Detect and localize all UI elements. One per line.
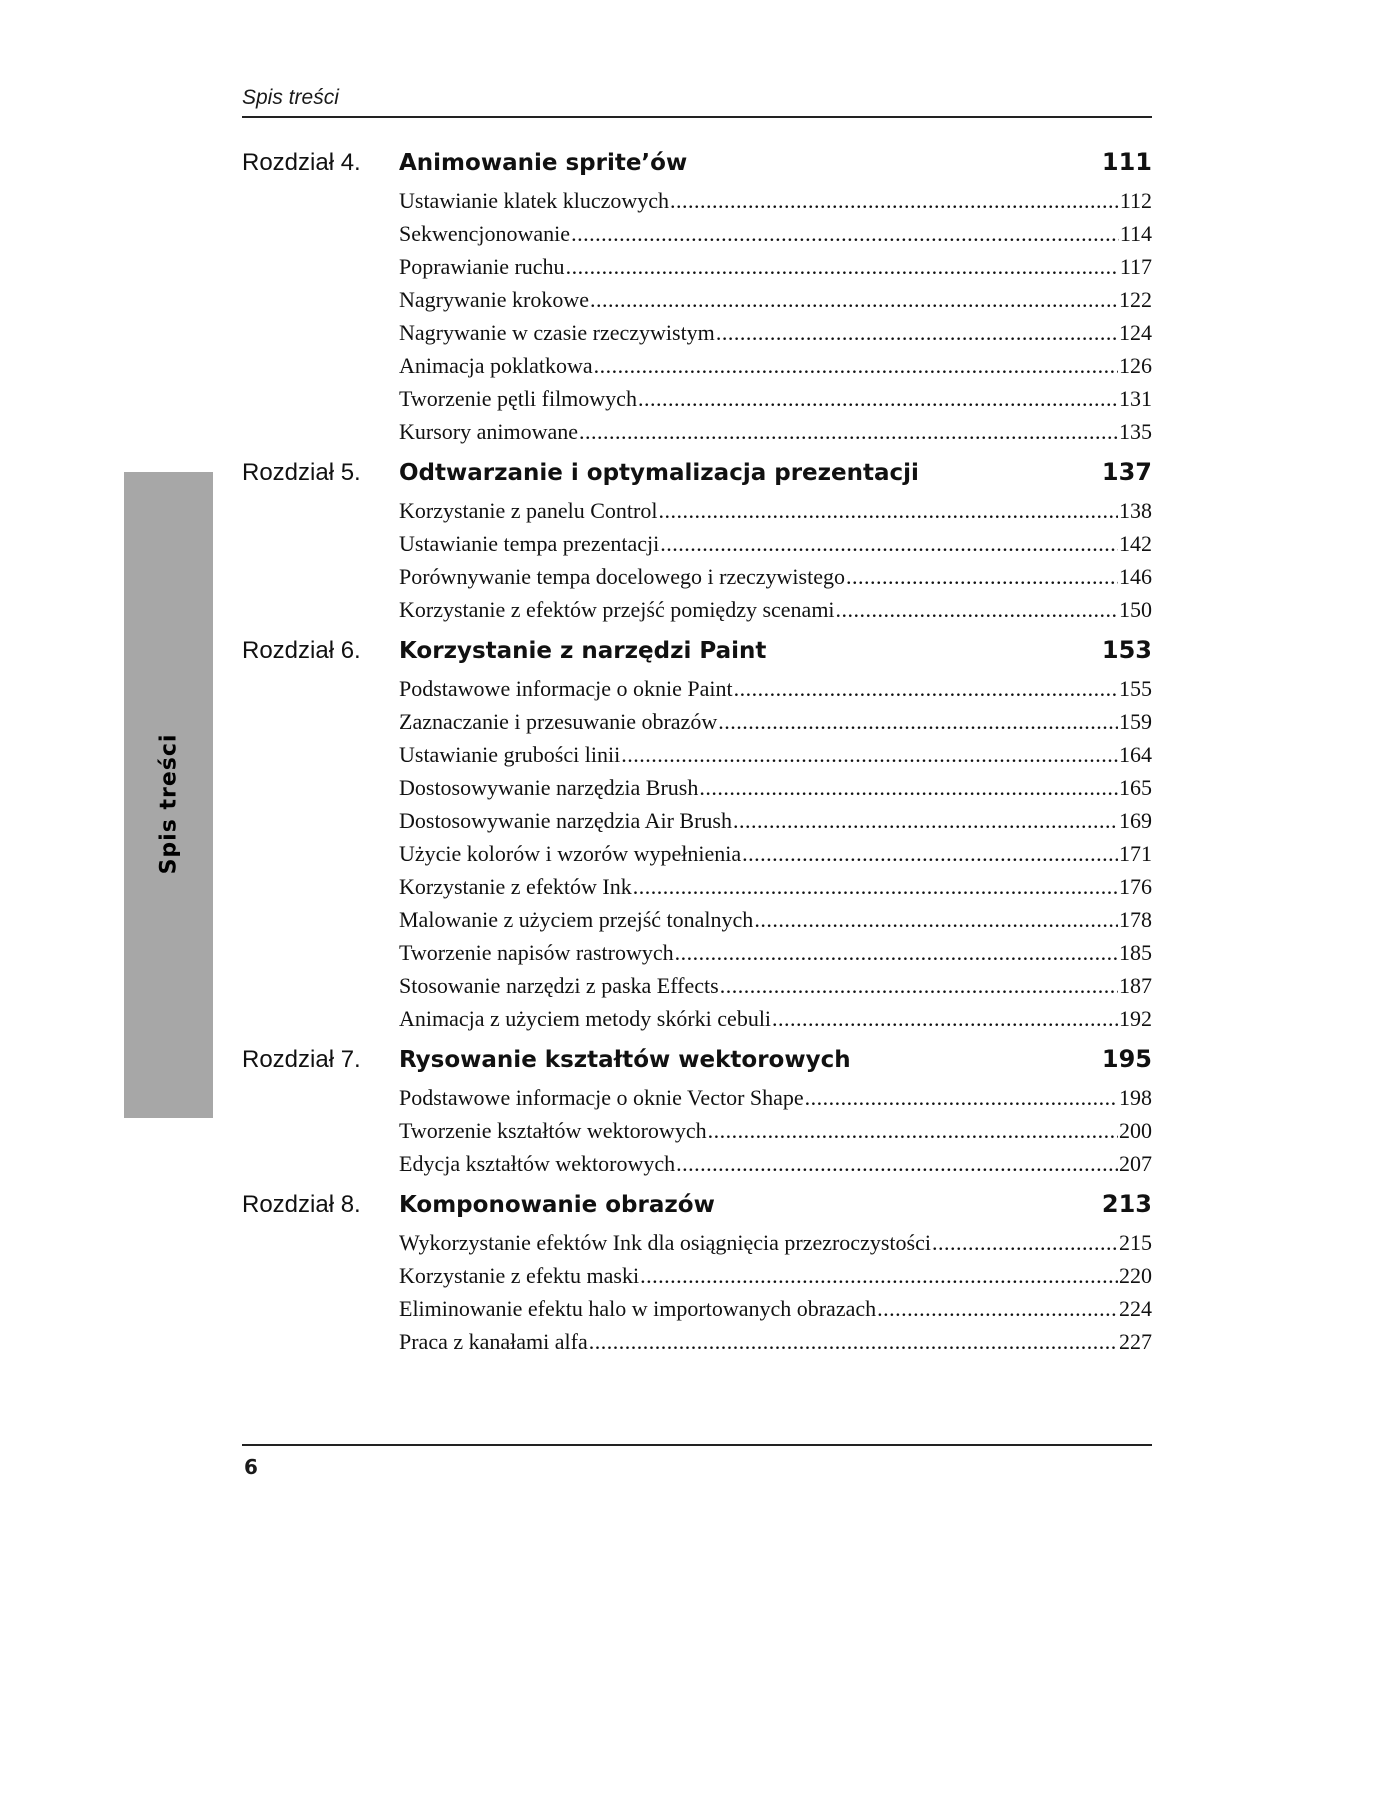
- toc-entry[interactable]: [399, 1006, 1152, 1039]
- toc-entry[interactable]: [399, 676, 1152, 709]
- dot-leader: [638, 386, 1118, 412]
- entry-title: Tworzenie pętli filmowych: [399, 386, 637, 411]
- toc-entry[interactable]: [399, 1296, 1152, 1329]
- entry-title: Eliminowanie efektu halo w importowanych obrazach: [399, 1296, 877, 1321]
- entry-page: 220: [1119, 1263, 1152, 1288]
- entry-page: 165: [1119, 775, 1152, 800]
- dot-leader: [805, 1085, 1118, 1111]
- chapter: [242, 1045, 1152, 1184]
- toc-entry[interactable]: [399, 808, 1152, 841]
- chapter-number: Rozdział 6.: [242, 637, 361, 664]
- toc-entry[interactable]: [399, 907, 1152, 940]
- entry-title: Korzystanie z efektów przejść pomiędzy scenami: [399, 597, 835, 622]
- dot-leader: [675, 940, 1118, 966]
- entry-page: 192: [1119, 1006, 1152, 1031]
- toc-entry[interactable]: [399, 287, 1152, 320]
- dot-leader: [932, 1230, 1118, 1256]
- dot-leader: [733, 808, 1118, 834]
- toc-entry[interactable]: [399, 1085, 1152, 1118]
- dot-leader: [640, 1263, 1118, 1289]
- entry-page: 178: [1119, 907, 1152, 932]
- chapter-number: Rozdział 4.: [242, 149, 361, 176]
- dot-leader: [846, 564, 1118, 590]
- entry-page: 135: [1119, 419, 1152, 444]
- entry-page: 227: [1119, 1329, 1152, 1354]
- entry-page: 150: [1119, 597, 1152, 622]
- dot-leader: [566, 254, 1119, 280]
- toc-entry[interactable]: [399, 498, 1152, 531]
- toc-entry[interactable]: [399, 564, 1152, 597]
- toc-entry[interactable]: [399, 841, 1152, 874]
- entry-page: 155: [1119, 676, 1152, 701]
- chapter-number: Rozdział 8.: [242, 1191, 361, 1218]
- entry-page: 171: [1119, 841, 1152, 866]
- entry-title: Praca z kanałami alfa: [399, 1329, 588, 1354]
- chapter-title: Korzystanie z narzędzi Paint: [399, 638, 767, 664]
- chapter: [242, 148, 1152, 452]
- dot-leader: [579, 419, 1118, 445]
- toc-entry[interactable]: [399, 940, 1152, 973]
- entry-page: 124: [1119, 320, 1152, 345]
- toc-entry[interactable]: [399, 742, 1152, 775]
- entry-page: 224: [1119, 1296, 1152, 1321]
- entry-page: 159: [1119, 709, 1152, 734]
- entry-page: 126: [1119, 353, 1152, 378]
- dot-leader: [571, 221, 1119, 247]
- chapter-title: Animowanie sprite’ów: [399, 150, 688, 176]
- toc-entry[interactable]: [399, 1151, 1152, 1184]
- entry-title: Tworzenie napisów rastrowych: [399, 940, 674, 965]
- entry-title: Animacja z użyciem metody skórki cebuli: [399, 1006, 772, 1031]
- toc-entry[interactable]: [399, 1329, 1152, 1362]
- chapter-heading[interactable]: [242, 636, 1152, 676]
- page-number: 6: [244, 1455, 258, 1479]
- dot-leader: [742, 841, 1118, 867]
- entry-title: Wykorzystanie efektów Ink dla osiągnięcia przezroczystości: [399, 1230, 931, 1255]
- dot-leader: [676, 1151, 1118, 1177]
- toc-entry[interactable]: [399, 254, 1152, 287]
- running-head: Spis treści: [242, 86, 339, 109]
- dot-leader: [716, 320, 1118, 346]
- entry-page: 146: [1119, 564, 1152, 589]
- entry-list: [242, 1085, 1152, 1184]
- dot-leader: [633, 874, 1118, 900]
- toc-entry[interactable]: [399, 353, 1152, 386]
- entry-title: Sekwencjonowanie: [399, 221, 571, 246]
- chapter-number: Rozdział 7.: [242, 1046, 361, 1073]
- entry-title: Stosowanie narzędzi z paska Effects: [399, 973, 719, 998]
- entry-title: Korzystanie z panelu Control: [399, 498, 658, 523]
- entry-page: 117: [1119, 254, 1152, 279]
- toc-entry[interactable]: [399, 531, 1152, 564]
- entry-list: [242, 188, 1152, 452]
- toc-entry[interactable]: [399, 221, 1152, 254]
- entry-title: Dostosowywanie narzędzia Air Brush: [399, 808, 732, 833]
- dot-leader: [660, 531, 1118, 557]
- header-rule: [242, 116, 1152, 118]
- entry-title: Ustawianie klatek kluczowych: [399, 188, 670, 213]
- dot-leader: [670, 188, 1119, 214]
- entry-title: Ustawianie grubości linii: [399, 742, 621, 767]
- dot-leader: [718, 709, 1118, 735]
- toc-entry[interactable]: [399, 775, 1152, 808]
- entry-page: 131: [1119, 386, 1152, 411]
- chapter-heading[interactable]: [242, 458, 1152, 498]
- toc-entry[interactable]: [399, 188, 1152, 221]
- entry-title: Użycie kolorów i wzorów wypełnienia: [399, 841, 742, 866]
- chapter-page: 195: [1101, 1045, 1152, 1073]
- chapter: [242, 1190, 1152, 1362]
- chapter-title: Odtwarzanie i optymalizacja prezentacji: [399, 460, 919, 486]
- footer-rule: [242, 1444, 1152, 1446]
- dot-leader: [594, 353, 1118, 379]
- entry-title: Nagrywanie w czasie rzeczywistym: [399, 320, 715, 345]
- entry-title: Edycja kształtów wektorowych: [399, 1151, 676, 1176]
- table-of-contents: [242, 148, 1152, 1368]
- chapter-page: 137: [1101, 458, 1152, 486]
- entry-page: 142: [1119, 531, 1152, 556]
- chapter-page: 111: [1101, 148, 1152, 176]
- toc-entry[interactable]: [399, 709, 1152, 742]
- entry-title: Korzystanie z efektu maski: [399, 1263, 640, 1288]
- entry-page: 207: [1119, 1151, 1152, 1176]
- toc-entry[interactable]: [399, 386, 1152, 419]
- dot-leader: [589, 1329, 1118, 1355]
- dot-leader: [708, 1118, 1118, 1144]
- entry-list: [242, 676, 1152, 1039]
- entry-list: [242, 498, 1152, 630]
- dot-leader: [877, 1296, 1118, 1322]
- entry-title: Korzystanie z efektów Ink: [399, 874, 632, 899]
- entry-page: 169: [1119, 808, 1152, 833]
- entry-title: Dostosowywanie narzędzia Brush: [399, 775, 699, 800]
- entry-page: 164: [1119, 742, 1152, 767]
- toc-entry[interactable]: [399, 1118, 1152, 1151]
- chapter-number: Rozdział 5.: [242, 459, 361, 486]
- chapter-title: Komponowanie obrazów: [399, 1192, 715, 1218]
- toc-entry[interactable]: [399, 320, 1152, 353]
- side-tab: [124, 472, 213, 1118]
- dot-leader: [754, 907, 1118, 933]
- entry-title: Poprawianie ruchu: [399, 254, 565, 279]
- entry-title: Nagrywanie krokowe: [399, 287, 589, 312]
- toc-entry[interactable]: [399, 973, 1152, 1006]
- dot-leader: [720, 973, 1118, 999]
- chapter-page: 153: [1101, 636, 1152, 664]
- dot-leader: [658, 498, 1118, 524]
- chapter-heading[interactable]: [242, 148, 1152, 188]
- entry-page: 185: [1119, 940, 1152, 965]
- chapter-page: 213: [1101, 1190, 1152, 1218]
- entry-title: Podstawowe informacje o oknie Paint: [399, 676, 733, 701]
- entry-page: 112: [1119, 188, 1152, 213]
- toc-entry[interactable]: [399, 597, 1152, 630]
- toc-entry[interactable]: [399, 1230, 1152, 1263]
- entry-page: 187: [1119, 973, 1152, 998]
- entry-page: 122: [1119, 287, 1152, 312]
- dot-leader: [621, 742, 1118, 768]
- toc-entry[interactable]: [399, 419, 1152, 452]
- chapter-heading[interactable]: [242, 1190, 1152, 1230]
- entry-page: 138: [1119, 498, 1152, 523]
- entry-page: 114: [1119, 221, 1152, 246]
- entry-title: Malowanie z użyciem przejść tonalnych: [399, 907, 754, 932]
- dot-leader: [699, 775, 1118, 801]
- chapter: [242, 636, 1152, 1039]
- dot-leader: [772, 1006, 1118, 1032]
- chapter: [242, 458, 1152, 630]
- entry-page: 176: [1119, 874, 1152, 899]
- entry-title: Kursory animowane: [399, 419, 579, 444]
- entry-title: Podstawowe informacje o oknie Vector Shape: [399, 1085, 804, 1110]
- dot-leader: [590, 287, 1118, 313]
- toc-entry[interactable]: [399, 1263, 1152, 1296]
- side-tab-label: Spis treści: [156, 733, 181, 875]
- dot-leader: [734, 676, 1118, 702]
- entry-title: Tworzenie kształtów wektorowych: [399, 1118, 707, 1143]
- entry-page: 198: [1119, 1085, 1152, 1110]
- entry-page: 200: [1119, 1118, 1152, 1143]
- entry-page: 215: [1119, 1230, 1152, 1255]
- chapter-title: Rysowanie kształtów wektorowych: [399, 1047, 851, 1073]
- entry-title: Zaznaczanie i przesuwanie obrazów: [399, 709, 718, 734]
- entry-title: Ustawianie tempa prezentacji: [399, 531, 660, 556]
- entry-title: Animacja poklatkowa: [399, 353, 593, 378]
- chapter-heading[interactable]: [242, 1045, 1152, 1085]
- dot-leader: [836, 597, 1118, 623]
- entry-list: [242, 1230, 1152, 1362]
- toc-entry[interactable]: [399, 874, 1152, 907]
- entry-title: Porównywanie tempa docelowego i rzeczywistego: [399, 564, 845, 589]
